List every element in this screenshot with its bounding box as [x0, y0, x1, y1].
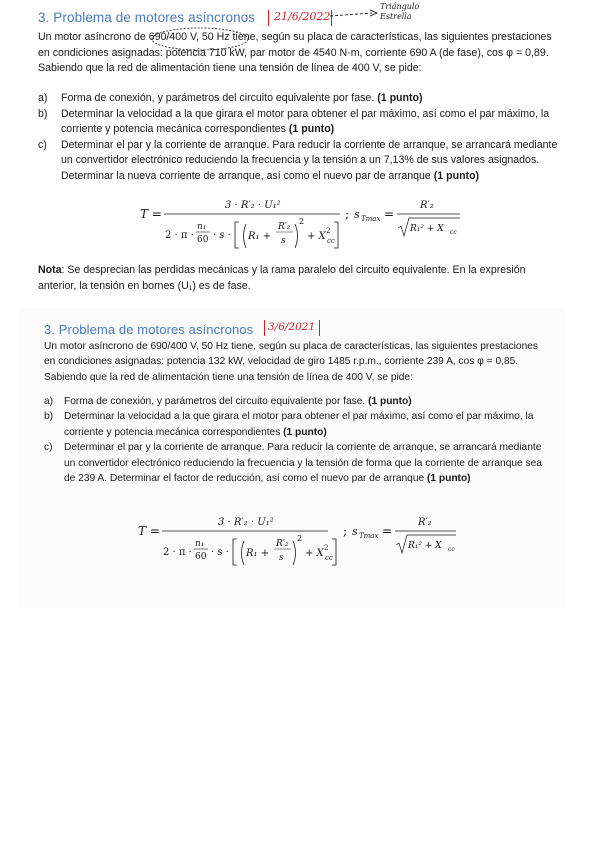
- item-text: Determinar la velocidad a la que girara el motor para obtener el par máximo, así como el par máximo, la corriente y potencia mecánica correspondientes: [61, 107, 550, 136]
- problem-2-intro: Un motor asíncrono de 690/400 V, 50 Hz tiene, según su placa de características, las siguientes prestaciones en condiciones asignadas: potencia 132 kW, velocidad de giro 1485 r.p.m., corriente 239 A, cos φ = 0,85. Sabiendo que la red de alimentación tiene una tensión de línea de 400 V, se pide:: [44, 341, 539, 383]
- formula-r1: R₁ +: [246, 548, 270, 559]
- svg-text:2: 2: [324, 544, 329, 552]
- formula-n1: n₁: [197, 222, 207, 232]
- problem-1-note: [38, 263, 562, 294]
- list-item-b: [38, 107, 562, 138]
- problem-1-title: 3. Problema de motores asíncronos: [38, 10, 256, 25]
- formula-numerator: 3 · R′₂ · U₁²: [218, 517, 274, 528]
- item-points: (1 punto): [427, 473, 471, 485]
- item-marker: c): [38, 138, 47, 151]
- formula-sixty: 60: [197, 235, 209, 245]
- formula-rhs-den: R₁² + X: [408, 541, 442, 551]
- list-item-c: [44, 440, 544, 486]
- formula-r2p: R′₂: [278, 222, 291, 232]
- svg-text:2: 2: [326, 227, 331, 235]
- torque-formula: [140, 196, 470, 256]
- formula-den-prefix: 2 · π ·: [165, 230, 194, 241]
- item-points: (1 punto): [283, 426, 327, 438]
- formula-xcc-sub: cc: [325, 554, 333, 562]
- item-marker: c): [44, 442, 53, 454]
- handwritten-date: 3/6/2021: [268, 321, 316, 333]
- problem-1-section: [0, 0, 600, 300]
- formula-r2p: R′₂: [276, 539, 289, 549]
- torque-formula: [138, 513, 468, 573]
- formula-lhs: T =: [138, 524, 160, 538]
- list-item-a: [38, 91, 562, 107]
- formula-s-tmax: s: [352, 525, 358, 538]
- problem-2-list: [44, 394, 544, 486]
- item-marker: a): [38, 92, 48, 104]
- formula-dot-s: · s ·: [213, 230, 231, 241]
- formula-rhs-den-sub: cc: [448, 546, 455, 553]
- formula-rhs-num: R′₂: [418, 517, 432, 528]
- problem-2-section: [18, 308, 566, 608]
- formula-lhs: T =: [140, 207, 162, 221]
- item-points: (1 punto): [377, 92, 423, 104]
- formula-rhs-den-sub: cc: [450, 229, 457, 236]
- formula-s-tmax: s: [354, 208, 360, 221]
- item-points: (1 punto): [368, 396, 412, 407]
- svg-text:2: 2: [297, 534, 303, 543]
- list-item-a: [44, 394, 544, 409]
- list-item-b: [44, 409, 544, 440]
- item-text: Forma de conexión, y parámetros del circuito equivalente por fase.: [64, 396, 369, 407]
- svg-text:2: 2: [299, 217, 305, 226]
- formula-den-prefix: 2 · π ·: [163, 547, 192, 558]
- formula-s: s: [281, 236, 286, 246]
- formula-s-tmax-sub: Tmax: [361, 215, 381, 223]
- formula-plus-xcc: + X: [305, 548, 324, 559]
- item-marker: a): [44, 396, 54, 407]
- formula-xcc-sub: cc: [327, 237, 335, 245]
- item-marker: b): [44, 411, 54, 423]
- handwritten-arrow: [330, 8, 380, 20]
- item-points: (1 punto): [433, 169, 480, 182]
- problem-2-title: 3. Problema de motores asíncronos: [44, 322, 254, 337]
- item-text: Determinar la velocidad a la que girara el motor para obtener el par máximo, así como el par máximo, la corriente y potencia mecánica correspondientes: [64, 411, 534, 438]
- item-text: Determinar el par y la corriente de arranque. Para reducir la corriente de arranque, se arrancará mediante un convertidor electrónico reduciendo la frecuencia y la tensión de forma que la corriente de arranque sea de 239 A. Determinar el factor de reducción, así como el nuevo par de arranque: [64, 442, 542, 485]
- formula-rhs-den: R₁² + X: [410, 224, 444, 234]
- problem-1-list: [38, 91, 562, 185]
- handwritten-date: 21/6/2022: [274, 10, 331, 23]
- formula-equals: =: [384, 207, 395, 221]
- formula-numerator: 3 · R′₂ · U₁²: [225, 200, 281, 211]
- formula-separator: ;: [345, 207, 350, 221]
- note-text: : Se desprecian las perdidas mecánicas y la rama paralelo del circuito equivalente. En la expresión anterior, la tensión en bornes (U₁) es de fase.: [38, 264, 526, 292]
- formula-s: s: [279, 553, 284, 563]
- formula-r1: R₁ +: [248, 231, 272, 242]
- item-text: Forma de conexión, y parámetros del circuito equivalente por fase.: [61, 92, 378, 104]
- problem-1-intro: Un motor asíncrono de 690/400 V, 50 Hz tiene, según su placa de características, las siguientes prestaciones en condiciones asignadas: potencia 710 kW, par motor de 4540 N·m, corriente 690 A (de fase), cos φ = 0,89. Sabiendo que la red de alimentación tiene una tensión de línea de 400 V, se pide:: [38, 31, 552, 75]
- item-text: Determinar el par y la corriente de arranque. Para reducir la corriente de arranque, se arrancará mediante un convertidor electrónico reduciendo la frecuencia y la tensión a un 7,13% de sus valores asignados. Determinar la nueva corriente de arranque, así como el nuevo par de arranque: [61, 138, 558, 182]
- handwritten-note: Triángulo Estrella: [380, 2, 420, 21]
- note-label: Nota: [38, 264, 62, 276]
- formula-dot-s: · s ·: [211, 547, 229, 558]
- formula-rhs-num: R′₂: [420, 200, 434, 211]
- formula-separator: ;: [343, 524, 348, 538]
- item-marker: b): [38, 107, 48, 120]
- formula-sixty: 60: [195, 552, 207, 562]
- formula-equals: =: [382, 524, 393, 538]
- list-item-c: [38, 138, 562, 185]
- formula-n1: n₁: [195, 539, 205, 549]
- formula-s-tmax-sub: Tmax: [359, 532, 379, 540]
- item-points: (1 punto): [288, 123, 335, 136]
- formula-plus-xcc: + X: [307, 231, 326, 242]
